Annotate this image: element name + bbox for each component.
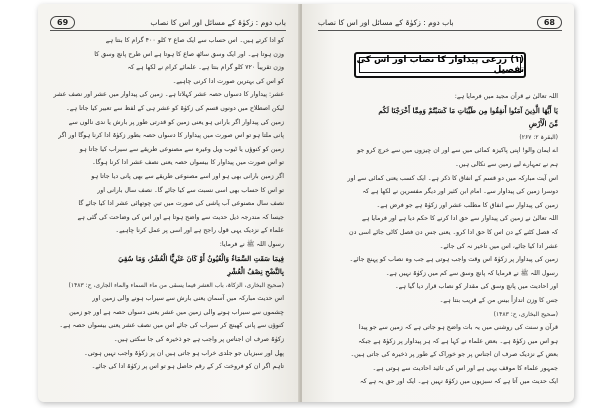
text-line: کو ادا کرتے ہیں۔ اس حساب سے ایک صاع ۲ کلو ۴۰۰ گرام کا بنتا ہے: [105, 37, 284, 44]
text-line: اور احادیث میں پانچ وسق کی مقدار کو نصاب قرار دیا گیا ہے۔: [394, 283, 558, 291]
text-line: بعض کے نزدیک صرف ان اجناس پر جو خوراک کے طور پر ذخیرہ کی جاتی ہیں۔: [350, 351, 558, 359]
text-line: وزن ہوتا ہے۔ اور ایک وسق ساٹھ صاع کا ہوتا ہے اس طرح پانچ وسق کا: [94, 50, 284, 58]
text-line: علماء کے نزدیک یہی قول راجح ہے اور اسی پر عمل کرنا چاہیے۔: [115, 227, 284, 235]
text-line: جس کا وزن اندازاً بیس من کے قریب بنتا ہے۔: [439, 296, 558, 304]
left-page-header: [50, 14, 286, 31]
text-line: اللہ تعالیٰ نے زمین کی پیداوار سے حق ادا کرنے کا حکم دیا ہے اور فرمایا ہے: [362, 215, 558, 223]
text-line: عشر: پیداوار کا دسواں حصہ عشر کہلاتا ہے۔ زمین کی پیداوار میں عشر اور نصف عشر: [53, 91, 284, 99]
text-line: وزن تقریباً ۷۲۰ کلو گرام بنتا ہے۔ علمائے کرام نے لکھا ہے کہ: [127, 64, 284, 72]
right-page-number: 68: [537, 16, 562, 29]
text-line: رسول اللہ ﷺ نے فرمایا:: [219, 240, 284, 248]
right-running-header: باب دوم : زکوٰۃ کے مسائل اور اس کا نصاب: [318, 17, 454, 27]
hadith-arabic-line: فِيمَا سَقَتِ السَّمَاءُ وَالْعُيُونُ أَوْ كَانَ عَثَرِيًّا الْعُشْرُ، وَمَا سُقِيَ: [118, 253, 284, 263]
left-body-text: [52, 34, 284, 374]
right-page: [302, 4, 574, 402]
intro-line: اللہ تعالیٰ نے قرآن مجید میں فرمایا ہے:: [454, 93, 558, 100]
text-line: کو اس کی بہترین صورت ادا کرنی چاہیے۔: [172, 77, 284, 85]
right-page-header: [318, 14, 562, 31]
text-line: کہ فصل کٹنے کے دن اس کا حق ادا کرو۔ یعنی جس دن فصل کاٹی جائے اسی دن: [349, 228, 558, 236]
hadith-arabic-line: بِالنَّضْحِ نِصْفُ الْعُشْرِ: [227, 267, 284, 277]
hadith-reference: (صحیح البخاری، ح: ۱۴۸۳): [493, 310, 558, 318]
text-line: پھل اور سبزیاں جو جلدی خراب ہو جاتی ہیں ان پر زکوٰۃ واجب نہیں ہوتی۔: [84, 349, 284, 357]
text-line: کنوؤں سے پانی کھینچ کر سیراب کی جائے اس میں نصف عشر یعنی بیسواں حصہ ہے۔: [59, 322, 284, 330]
text-line: ایک حدیث میں آتا ہے کہ سبزیوں میں زکوٰۃ نہیں ہے۔ ایک اور حق یہ ہے کہ: [359, 378, 558, 386]
text-line: قرآن و سنت کی روشنی میں یہ بات واضح ہو جاتی ہے کہ زمین سے جو پیدا: [358, 324, 558, 332]
verse-reference: (البقرۃ ۲: ۲۶۷): [519, 133, 558, 141]
left-page-number: 69: [50, 16, 75, 29]
text-line: رسول اللہ ﷺ نے فرمایا کہ پانچ وسق سے کم میں زکوٰۃ نہیں ہے۔: [385, 269, 558, 277]
section-title: (۱) زرعی پیداوار کا نصاب اور اس کی تفصیل: [356, 55, 524, 75]
verse-arabic-line: مِّنَ الْأَرْضِ: [528, 119, 558, 129]
text-line: نصف سال مصنوعی آب پاشی کی صورت میں تین چوتھائی عشر ادا کیا جائے گا: [78, 200, 284, 208]
text-line: جمہور علماء کا موقف یہی ہے اور اس کی تائید احادیث سے ہوتی ہے۔: [372, 364, 558, 372]
text-line: زمین کو کنوؤں یا ٹیوب ویل وغیرہ سے مصنوعی طریقے سے سیراب کیا جاتا ہو: [79, 145, 284, 153]
section-title-box: [354, 52, 526, 78]
text-line: تو اس کا حساب بھی اسی نسبت سے کیا جائے گا۔ نصف سال بارانی اور: [97, 186, 284, 194]
left-running-header: باب دوم : زکوٰۃ کے مسائل اور اس کا نصاب: [150, 17, 286, 27]
text-line: زمین کی پیداوار اگر بارانی ہو یعنی زمین کو قدرتی طور پر بارش یا ندی نالوں سے: [68, 118, 284, 126]
text-line: لیکن اصطلاح میں دونوں قسم کی زکوٰۃ کو عشر ہی کے لفظ سے تعبیر کیا جاتا ہے۔: [66, 104, 284, 112]
open-book: [38, 4, 574, 402]
text-line: چشموں سے سیراب ہونے والی زمین میں عشر یعنی دسواں حصہ ہے اور جو زمین: [69, 308, 284, 316]
text-line: دوسرا زمین کی پیداوار سے۔ امام ابن کثیر اور دیگر مفسرین نے لکھا ہے کہ: [362, 188, 558, 196]
left-page: [38, 4, 300, 402]
text-line: اگر زمین بارانی بھی ہو اور اسے مصنوعی طریقے سے بھی پانی دیا جاتا ہو: [91, 172, 284, 180]
text-line: تو اس صورت میں پیداوار کا بیسواں حصہ یعنی نصف عشر ادا کرنا ہوگا۔: [91, 159, 284, 167]
text-line: زمین کی پیداوار پر زکوٰۃ اس وقت واجب ہوتی ہے جب وہ نصاب کو پہنچ جائے۔: [349, 256, 558, 264]
text-line: زکوٰۃ صرف ان اجناس پر واجب ہے جو ذخیرہ کی جا سکتی ہیں۔: [113, 336, 284, 344]
text-line: جیسا کہ مندرجہ ذیل حدیث سے واضح ہوتا ہے اور اس کی وضاحت کی گئی ہے: [77, 213, 284, 221]
verse-arabic-line: يَا أَيُّهَا الَّذِينَ آمَنُوا أَنفِقُوا مِن طَيِّبَاتِ مَا كَسَبْتُمْ وَمِمَّا أَخْرَجْنَا لَكُم: [378, 105, 558, 115]
text-line: ہم نے تمہارے لیے زمین سے نکالی ہیں۔: [454, 160, 558, 168]
hadith-reference: (صحیح البخاری، الزکاۃ، باب العشر فیما یسقی من ماء السماء والماء الجاری، ح: ۱۴۸۳): [68, 281, 284, 289]
right-body-text: [322, 90, 558, 389]
text-line: اے ایمان والو! اپنی پاکیزہ کمائی میں سے اور ان چیزوں میں سے خرچ کرو جو: [357, 147, 558, 155]
text-line: زمین کی پیداوار سے انفاق کا مطلب عشر اور زکوٰۃ ہے جو فرض ہے۔: [376, 201, 558, 209]
text-line: عشر ادا کیا جائے، اس میں تاخیر نہ کی جائے۔: [439, 242, 558, 250]
text-line: تاہم اگر ان کو فروخت کر کے رقم حاصل ہو تو اس پر زکوٰۃ ادا کی جائے۔: [91, 363, 284, 371]
text-line: پانی ملتا ہو تو اس صورت میں پیداوار کا دسواں حصہ بطور زکوٰۃ ادا کرنا ہوگا اور اگر: [58, 132, 284, 140]
text-line: اس آیت مبارکہ میں دو قسم کے انفاق کا ذکر ہے۔ ایک کسب یعنی کمائی سے اور: [347, 174, 558, 182]
text-line: اس حدیث مبارکہ میں آسمان یعنی بارش سے سیراب ہونے والی زمین اور: [92, 295, 284, 303]
text-line: ہو اس میں زکوٰۃ ہے۔ بعض علماء نے کہا ہے کہ ہر پیداوار پر زکوٰۃ ہے جبکہ: [358, 337, 558, 345]
